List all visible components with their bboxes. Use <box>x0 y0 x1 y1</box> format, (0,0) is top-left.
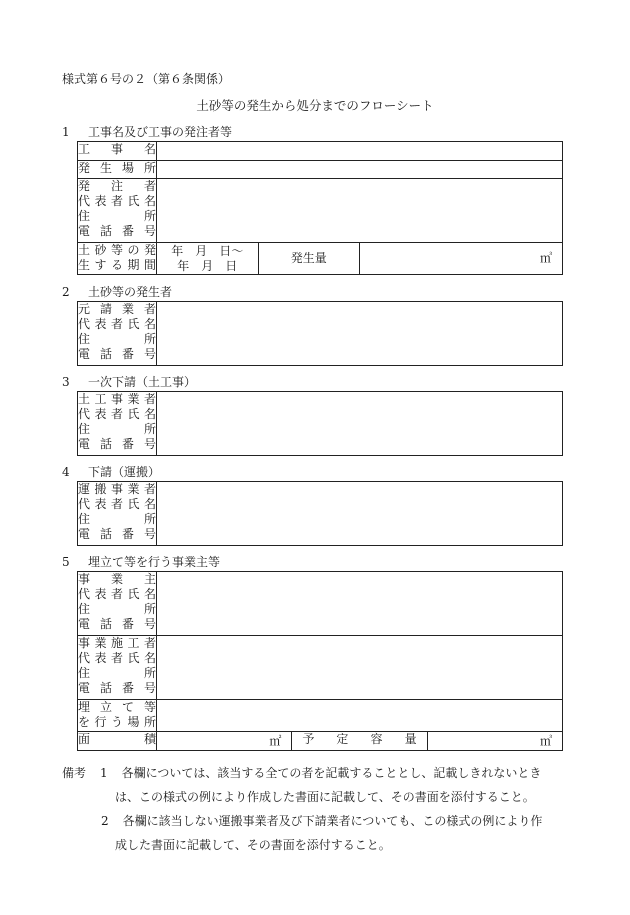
section-number: 3 <box>62 375 70 389</box>
note-2-line-1 <box>101 812 542 829</box>
document-title: 土砂等の発生から処分までのフローシート <box>196 98 434 113</box>
section-4-heading <box>62 463 160 480</box>
note-text: 成した書面に記載して、その書面を添付すること。 <box>115 838 391 852</box>
label-business-owner-block: 事業主 代表者氏名 住所 電話番号 <box>78 572 157 636</box>
label-construction-name: 工事名 <box>78 142 157 161</box>
field-transport-contractor-block[interactable] <box>157 482 563 546</box>
label-business-contractor-block: 事業施工者 代表者氏名 住所 電話番号 <box>78 636 157 700</box>
field-period[interactable]: 年 月 日～ 年 月 日 <box>157 243 259 275</box>
note-1-line-1 <box>62 764 541 781</box>
field-planned-capacity[interactable] <box>427 732 562 751</box>
section-title: 一次下請（土工事） <box>88 375 197 389</box>
section-title: 埋立て等を行う事業主等 <box>88 555 221 569</box>
unit-m3: ㎥ <box>539 733 552 748</box>
note-text: 各欄については、該当する全ての者を記載することとし、記載しきれないとき <box>121 766 542 780</box>
label-area: 面積 <box>78 732 157 751</box>
field-construction-name[interactable] <box>157 142 563 161</box>
label-location: 発生場所 <box>78 161 157 179</box>
field-prime-contractor-block[interactable] <box>157 302 563 366</box>
label-prime-contractor-block: 元請業者 代表者氏名 住所 電話番号 <box>78 302 157 366</box>
section-2-heading <box>62 283 172 300</box>
section-number: 4 <box>62 465 70 479</box>
unit-m3: ㎥ <box>539 251 552 265</box>
label-landfill-place: 埋立て等 を行う場所 <box>78 700 157 732</box>
form-number: 様式第６号の２（第６条関係） <box>62 72 231 86</box>
section-number: 2 <box>62 285 70 299</box>
note-number: 1 <box>100 766 108 780</box>
label-transport-contractor-block: 運搬事業者 代表者氏名 住所 電話番号 <box>78 482 157 546</box>
field-business-owner-block[interactable] <box>157 572 563 636</box>
section-number: 5 <box>62 555 70 569</box>
section-title: 土砂等の発生者 <box>88 285 173 299</box>
label-orderer-block: 発注者 代表者氏名 住所 電話番号 <box>78 179 157 243</box>
section-title: 下請（運搬） <box>88 465 161 479</box>
unit-m2: ㎡ <box>269 733 282 748</box>
label-planned-capacity: 予定容量 <box>292 732 427 751</box>
note-1-line-2 <box>115 788 535 805</box>
section-3-table <box>77 391 563 456</box>
label-period: 土砂等の発 生する期間 <box>78 243 157 275</box>
field-generation-amount[interactable] <box>360 243 563 275</box>
section-3-heading <box>62 373 196 390</box>
section-title: 工事名及び工事の発注者等 <box>88 125 233 139</box>
section-number: 1 <box>62 125 70 139</box>
field-location[interactable] <box>157 161 563 179</box>
section-4-table <box>77 481 563 546</box>
section-1-table <box>77 141 563 275</box>
note-text: は、この様式の例により作成した書面に記載して、その書面を添付すること。 <box>115 790 535 804</box>
section-5-table <box>77 571 563 751</box>
section-1-heading <box>62 123 232 140</box>
field-landfill-place[interactable] <box>157 700 563 732</box>
field-business-contractor-block[interactable] <box>157 636 563 700</box>
label-earthwork-contractor-block: 土工事業者 代表者氏名 住所 電話番号 <box>78 392 157 456</box>
note-text: 各欄に該当しない運搬事業者及び下請業者についても、この様式の例により作 <box>122 814 543 828</box>
label-generation-amount: 発生量 <box>258 243 360 275</box>
notes-lead: 備考 <box>62 766 87 780</box>
field-area[interactable] <box>157 732 292 751</box>
section-2-table <box>77 301 563 366</box>
note-2-line-2 <box>115 836 391 853</box>
field-earthwork-contractor-block[interactable] <box>157 392 563 456</box>
note-number: 2 <box>101 814 109 828</box>
field-orderer-block[interactable] <box>157 179 563 243</box>
section-5-heading <box>62 553 220 570</box>
